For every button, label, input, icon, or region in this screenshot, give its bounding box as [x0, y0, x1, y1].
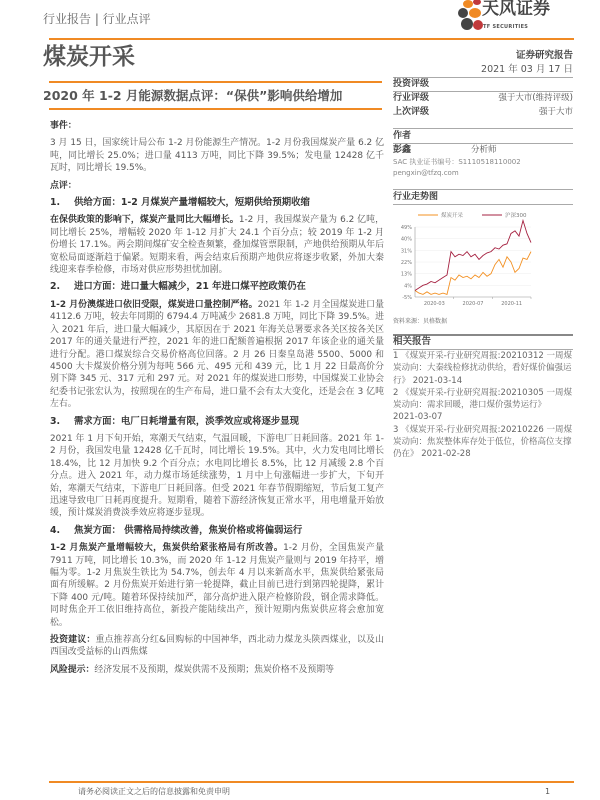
industry-trend-chart [393, 208, 543, 308]
header-divider [49, 38, 574, 40]
legend-label: 沪深300 [505, 213, 527, 219]
x-tick-label: 2020-03 [423, 301, 445, 307]
title-divider [49, 81, 382, 83]
report-subtitle: 2020 年 1-2 月能源数据点评：“保供”影响供给增加 [43, 88, 343, 103]
section-4-text: 1-2 月焦炭产量增幅较大，焦炭供给紧张格局有所改善。1-2 月份，全国焦炭产量 7911 万吨，同比增长 10.3%，而 2020 年 1-12 月焦炭产量则与 2019 年持平，增幅为零。1-2 月焦炭生铁比为 54.7%，创去年 4 月以来新高水平，焦炭供给紧张局面有所缓解。2 月份焦炭开始进行第一轮提降，截止目前已进行到第四轮提降，累计下降 400 元/吨。随着环保持续加严，部分高炉进入限产检修阶段，钢企需求降低。同时焦企开工依旧维持高位，新投产能陆续出产，预计短期内焦炭供应将会愈加宽松。 [50, 543, 384, 628]
industry-rating: 行业评级 强于大市(维持评级) [393, 93, 573, 103]
footer-divider [49, 781, 574, 783]
related-reports [393, 350, 573, 461]
section-2-text: 1-2 月份澳煤进口依旧受限，煤炭进口量控制严格。2021 年 1-2 月全国煤炭进口量 4112.6 万吨，较去年同期的 6794.4 万吨减少 2681.8 万吨，同比下降 39.5%。进入 2021 年后，进口量大幅减少，其原因在于 2021 年海关总署要求各关区按各关区 2017 年的通关量进行严控，2021 年的进口配额普遍根据 2017 年该企业的通关量进行分配。港口煤炭综合交易价格高位回落。2 月 26 日秦皇岛港 5500、5000 和 4500 大卡煤炭价格分别为每吨 566 元、495 元和 439 元，比 1 月 22 日最高价分别下降 345 元、317 元和 297 元。对 2021 年的煤炭进口形势，中国煤炭工业协会纪委书记张宏认为，按照现在的生产布局，进口量不会有太大变化，还是会在 3 亿吨左右。 [50, 299, 385, 410]
risk-warning: 风险提示：经济发展不及预期，煤炭供需不及预期；焦炭价格不及预期等 [50, 664, 334, 675]
page-title: 煤炭开采 [43, 44, 135, 70]
y-tick-label: 49% [400, 225, 412, 231]
y-tick-label: 40% [400, 236, 412, 243]
event-text: 3 月 15 日，国家统计局公布 1-2 月份能源生产情况。1-2 月份我国煤炭产量 6.2 亿吨，同比增长 25.0%；进口量 4113 万吨，同比下降 39.5%；发电量 12428 亿千瓦时，同比增长 19.5%。 [50, 138, 384, 174]
main-body [50, 120, 384, 681]
event-label: 事件： [50, 121, 77, 131]
previous-rating: 上次评级 强于大市 [393, 107, 573, 117]
x-tick-label: 2020-07 [462, 301, 484, 307]
legend-label: 煤炭开采 [441, 213, 464, 219]
series-line-coal [415, 252, 531, 295]
section-3-heading: 3. 需求方面：电厂日耗增量有限，淡季效应或将逐步显现 [50, 415, 300, 427]
author-name-row: 彭鑫 分析师 [393, 145, 497, 155]
brand-name: 天风证券 [482, 0, 550, 19]
report-category: 行业报告 | 行业点评 [43, 12, 151, 26]
author-email[interactable]: pengxin@tfzq.com [393, 169, 459, 177]
y-tick-label: 31% [400, 248, 412, 255]
report-type: 证券研究报告 [515, 50, 573, 61]
page-number: 1 [545, 787, 551, 796]
report-date: 2021 年 03 月 17 日 [481, 64, 573, 75]
rating-heading: 投资评级 [393, 79, 430, 89]
y-tick-label: 13% [400, 271, 412, 278]
y-tick-label: 4% [404, 283, 412, 290]
related-report-item[interactable]: 3 《煤炭开采-行业研究周报:20210226 一周煤炭动向：焦炭整体库存处于低位，价格高位支撑仍在》 2021-02-28 [393, 424, 573, 460]
chart-heading: 行业走势图 [393, 192, 439, 202]
brand-en: TF SECURITIES [483, 24, 529, 30]
x-tick-label: 2020-11 [501, 301, 523, 307]
footer-disclaimer: 请务必阅读正文之后的信息披露和免责申明 [78, 787, 230, 796]
section-3-text: 2021 年 1 月下旬开始，寒潮天气结束，气温回暖，下游电厂日耗回落。2021 年 1-2 月份，我国发电量 12428 亿千瓦时，同比增长 19.5%。其中，火力发电同比增长 18.4%，比 12 月加快 9.2 个百分点；水电同比增长 8.5%，比 12 月减缓 2.8 个百分点。进入 2021 年，动力煤市场延续涨势，1 月中上旬涨幅进一步扩大，下旬开始，寒潮天气结束，下游电厂日耗回落。但受 2021 年春节假期缩短，节后复工复产迅速导致电厂日耗再度提升。短期看，随着下游经济恢复正常水平，用电增量开始放缓，预计煤炭消费淡季效应将逐步显现。 [50, 433, 384, 519]
section-1-text: 在保供政策的影响下，煤炭产量同比大幅增长。1-2 月，我国煤炭产量为 6.2 亿吨，同比增长 25%，增幅较 2020 年 1-12 月扩大 24.1 个百分点；较 2019 年 1-2 月份增长 17.1%。两会期间煤矿安全检查频繁，叠加煤管票限制，产地供给预期从年后宽松局面逐渐趋于偏紧。短期来看，两会结束后预期产地供应将逐步收紧，外加大秦线迎来春季检修，市场对供应形势担忧加剧。 [50, 215, 385, 276]
author-sac: SAC 执业证书编号：S1110518110002 [393, 158, 521, 166]
related-report-item[interactable]: 1 《煤炭开采-行业研究周报:20210312 一周煤炭动向：大秦线检修扰动供给，看好煤价偏强运行》 2021-03-14 [393, 351, 573, 386]
comment-label: 点评： [50, 180, 77, 191]
subtitle-divider [49, 108, 382, 110]
investment-advice: 投资建议：重点推荐高分红&回购标的中国神华，西北动力煤龙头陕西煤业，以及山西国改受益标的山西焦煤 [50, 635, 385, 658]
section-4-heading: 4. 焦炭方面： 供需格局持续改善，焦炭价格或将偏弱运行 [50, 524, 303, 536]
related-heading: 相关报告 [393, 336, 432, 347]
section-1-heading: 1. 供给方面：1-2 月煤炭产量增幅较大，短期供给预期收缩 [50, 197, 310, 209]
chart-source: 资料来源：贝格数据 [393, 318, 448, 325]
y-tick-label: -5% [402, 295, 412, 301]
section-2-heading: 2. 进口方面：进口量大幅减少，21 年进口煤平控政策仍在 [50, 281, 306, 293]
series-line-hs300 [415, 221, 531, 291]
author-heading: 作者 [393, 131, 412, 141]
y-tick-label: 22% [400, 260, 412, 266]
related-report-item[interactable]: 2 《煤炭开采-行业研究周报:20210305 一周煤炭动向：需求回暖，港口煤价强势运行》 2021-03-07 [393, 387, 573, 423]
